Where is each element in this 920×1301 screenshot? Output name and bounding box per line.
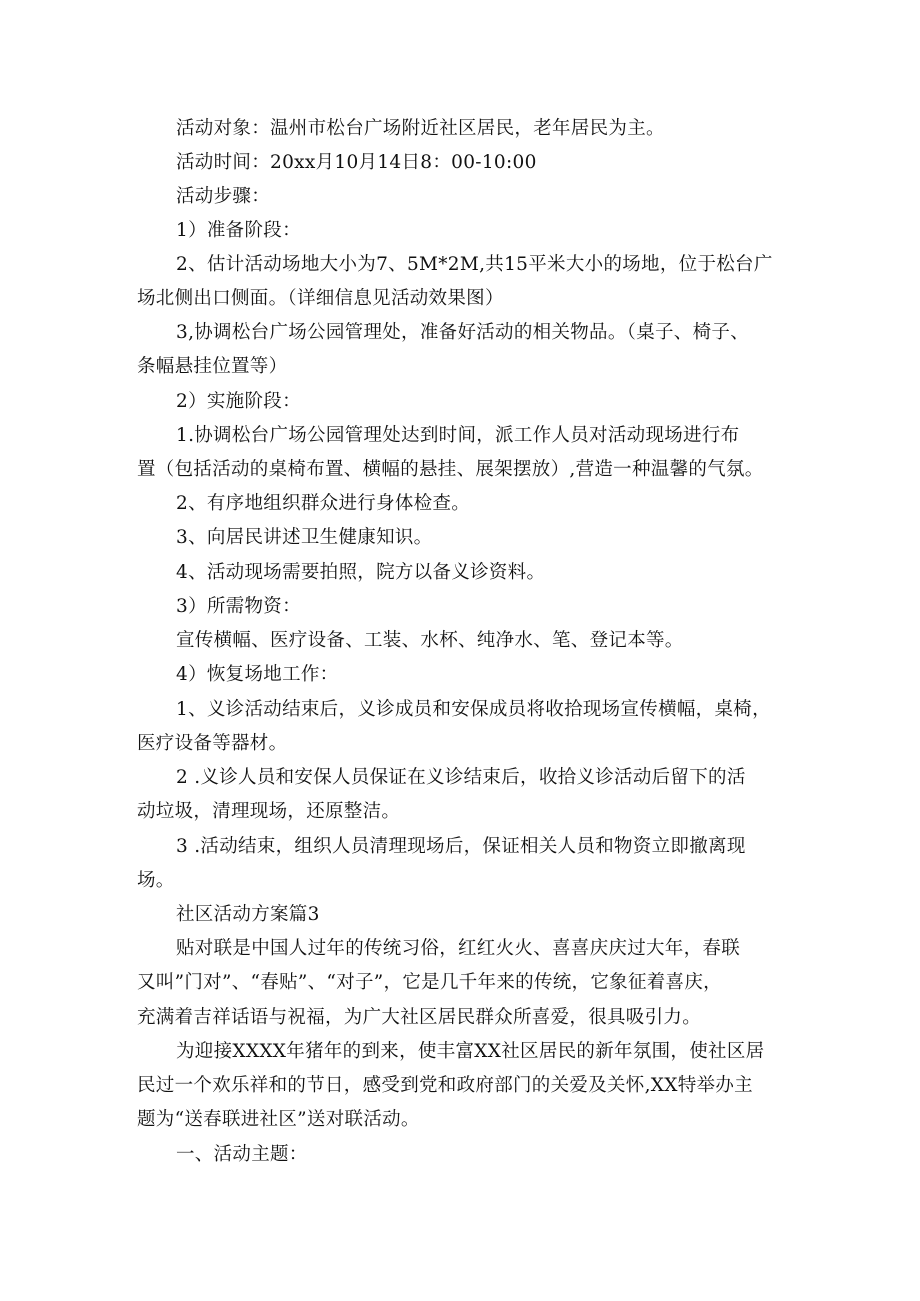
text-line: 场。 xyxy=(137,870,175,891)
text-line: 贴对联是中国人过年的传统习俗，红红火火、喜喜庆庆过大年，春联 xyxy=(176,938,741,959)
text-line-activity-target: 活动对象：温州市松台广场附近社区居民，老年居民为主。 xyxy=(176,118,665,139)
text-line: 医疗设备等器材。 xyxy=(137,733,288,754)
text-line: 宣传横幅、医疗设备、工装、水杯、纯净水、笔、登记本等。 xyxy=(176,630,684,651)
text-line: 充满着吉祥话语与祝福，为广大社区居民群众所喜爱，很具吸引力。 xyxy=(137,1007,702,1028)
text-line-stage-1-heading: 1）准备阶段： xyxy=(176,220,301,241)
text-line-activity-steps: 活动步骤： xyxy=(176,186,271,207)
text-line-activity-time: 活动时间：20xx月10月14日8：00-10:00 xyxy=(176,152,537,173)
text-line: 2、有序地组织群众进行身体检查。 xyxy=(176,493,471,514)
text-line: 动垃圾，清理现场，还原整洁。 xyxy=(137,801,401,822)
text-line: 1、义诊活动结束后，义诊成员和安保成员将收拾现场宣传横幅，桌椅， xyxy=(176,699,771,720)
text-line: 置（包括活动的桌椅布置、横幅的悬挂、展架摆放）,营造一种温馨的气氛。 xyxy=(137,459,764,480)
section-heading-activity-theme: 一、活动主题： xyxy=(176,1144,308,1165)
text-line: 3,协调松台广场公园管理处，准备好活动的相关物品。（桌子、椅子、 xyxy=(176,322,750,343)
text-line: 3 .活动结束，组织人员清理现场后，保证相关人员和物资立即撤离现 xyxy=(176,836,746,857)
text-line: 题为“送春联进社区”送对联活动。 xyxy=(137,1109,420,1130)
text-line: 为迎接XXXX年猪年的到来，使丰富XX社区居民的新年氛围，使社区居 xyxy=(176,1041,765,1062)
text-line: 4、活动现场需要拍照，院方以备义诊资料。 xyxy=(176,562,546,583)
text-line: 场北侧出口侧面。（详细信息见活动效果图） xyxy=(137,288,504,309)
text-line: 又叫”门对”、“春贴”、“对子”，它是几千年来的传统，它象征着喜庆， xyxy=(137,972,722,993)
text-line: 3、向居民讲述卫生健康知识。 xyxy=(176,527,433,548)
text-line-stage-3-heading: 3）所需物资： xyxy=(176,596,301,617)
text-line: 1.协调松台广场公园管理处达到时间，派工作人员对活动现场进行布 xyxy=(176,425,740,446)
text-line: 民过一个欢乐祥和的节日，感受到党和政府部门的关爱及关怀,XX特举办主 xyxy=(137,1075,753,1096)
text-line-stage-4-heading: 4）恢复场地工作： xyxy=(176,664,339,685)
text-line: 2 .义诊人员和安保人员保证在义诊结束后，收拾义诊活动后留下的活 xyxy=(176,767,746,788)
text-line: 条幅悬挂位置等） xyxy=(137,356,288,377)
section-heading-plan-3: 社区活动方案篇3 xyxy=(176,904,320,925)
text-line: 2、估计活动场地大小为7、5M*2M,共15平米大小的场地，位于松台广 xyxy=(176,254,773,275)
text-line-stage-2-heading: 2）实施阶段： xyxy=(176,391,301,412)
